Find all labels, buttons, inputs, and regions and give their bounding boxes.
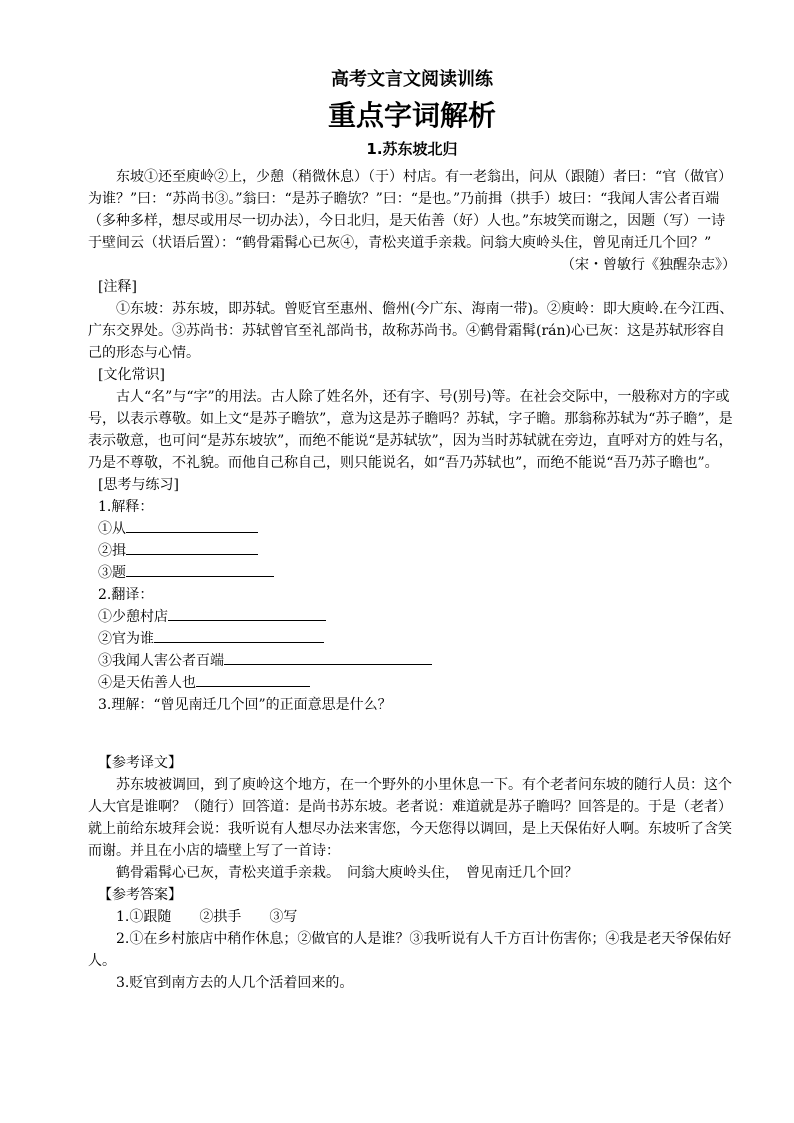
answer-blank [154, 628, 324, 643]
question-1-label: 1.解释： [98, 499, 154, 515]
section-title: 1.苏东坡北归 [366, 140, 458, 158]
answer-space [88, 716, 736, 752]
question-1-item-2 [98, 540, 736, 562]
answer-blank [168, 606, 326, 621]
culture-heading: [文化常识] [98, 367, 165, 383]
culture-text: 古人“名”与“字”的用法。古人除了姓名外，还有字、号(别号)等。在社会交际中，一般称对方的字或号，以表示尊敬。如上文“是苏子瞻欤”，意为这是苏子瞻吗？苏轼，字子瞻。那翁称苏轼为“苏子瞻”，是表示敬意，也可问“是苏东坡欤”，而绝不能说“是苏轼欤”，因为当时苏轼就在旁边，直呼对方的姓与名，乃是不尊敬，不礼貌。而他自己称自己，则只能说名，如“吾乃苏轼也”，而绝不能说“吾乃苏子瞻也”。 [88, 389, 733, 471]
translation-poem: 鹤骨霜髯心已灰，青松夹道手亲栽。 问翁大庾岭头住， 曾见南迁几个回？ [116, 865, 578, 881]
passage-source: （宋・曾敏行《独醒杂志》） [561, 257, 736, 273]
answer-3: 3.贬官到南方去的人几个活着回来的。 [116, 975, 354, 991]
question-1-item-1-text: ①从 [98, 521, 126, 537]
question-2-label: 2.翻译： [98, 587, 154, 603]
question-2-item-1-text: ①少憩村店 [98, 609, 168, 625]
notes-heading: [注释] [98, 279, 137, 295]
question-1-item-1 [98, 518, 736, 540]
question-2-item-2 [98, 628, 736, 650]
answer-2: 2.①在乡村旅店中稍作休息；②做官的人是谁？③我听说有人千方百计伤害你；④我是老天爷保佑好人。 [88, 931, 732, 969]
notes-text: ①东坡：苏东坡，即苏轼。曾贬官至惠州、儋州(今广东、海南一带)。②庾岭：即大庾岭.在今江西、广东交界处。③苏尚书：苏轼曾官至礼部尚书，故称苏尚书。④鹤骨霜髯(rán)心已灰：这是苏轼形容自己的形态与心情。 [88, 301, 734, 361]
question-2-item-3-text: ③我闻人害公者百端 [98, 653, 224, 669]
question-2-item-3 [98, 650, 736, 672]
answer-blank [196, 672, 310, 687]
exercise-heading: [思考与练习] [98, 477, 179, 493]
answer-blank [126, 540, 258, 555]
classical-passage: 东坡①还至庾岭②上，少憩（稍微休息）（于）村店。有一老翁出，问从（跟随）者曰：“官（做官）为谁？”曰：“苏尚书③。”翁曰：“是苏子瞻欤？”曰：“是也。”乃前揖（拱手）坡曰：“我闻人害公者百端（多种多样，想尽或用尽一切办法），今日北归，是天佑善（好）人也。”东坡笑而谢之，因题（写）一诗于壁间云（状语后置）：“鹤骨霜髯心已灰④，青松夹道手亲栽。问翁大庾岭头住，曾见南迁几个回？” [88, 169, 733, 251]
document-subtitle: 重点字词解析 [327, 99, 496, 132]
answer-blank [126, 518, 258, 533]
question-1-item-3-text: ③题 [98, 565, 126, 581]
translation-heading: 【参考译文】 [98, 755, 182, 771]
question-2-item-2-text: ②官为谁 [98, 631, 154, 647]
answer-blank [126, 562, 274, 577]
question-2-item-4-text: ④是天佑善人也 [98, 675, 196, 691]
answer-blank [224, 650, 432, 665]
question-2-item-1 [98, 606, 736, 628]
question-1-item-2-text: ②揖 [98, 543, 126, 559]
translation-text: 苏东坡被调回，到了庾岭这个地方，在一个野外的小里休息一下。有个老者问东坡的随行人员：这个人大官是谁啊？（随行）回答道：是尚书苏东坡。老者说：难道就是苏子瞻吗？回答是的。于是（老者）就上前给东坡拜会说：我听说有人想尽办法来害您，今天您得以调回，是上天保佑好人啊。东坡听了含笑而谢。并且在小店的墙壁上写了一首诗： [88, 777, 732, 859]
question-2-item-4 [98, 672, 736, 694]
answer-heading: 【参考答案】 [98, 887, 182, 903]
question-3: 3.理解：“曾见南迁几个回”的正面意思是什么？ [98, 697, 392, 713]
question-1-item-3 [98, 562, 736, 584]
document-title: 高考文言文阅读训练 [331, 69, 493, 90]
document-page [88, 62, 736, 994]
answer-1: 1.①跟随 ②拱手 ③写 [116, 909, 298, 925]
